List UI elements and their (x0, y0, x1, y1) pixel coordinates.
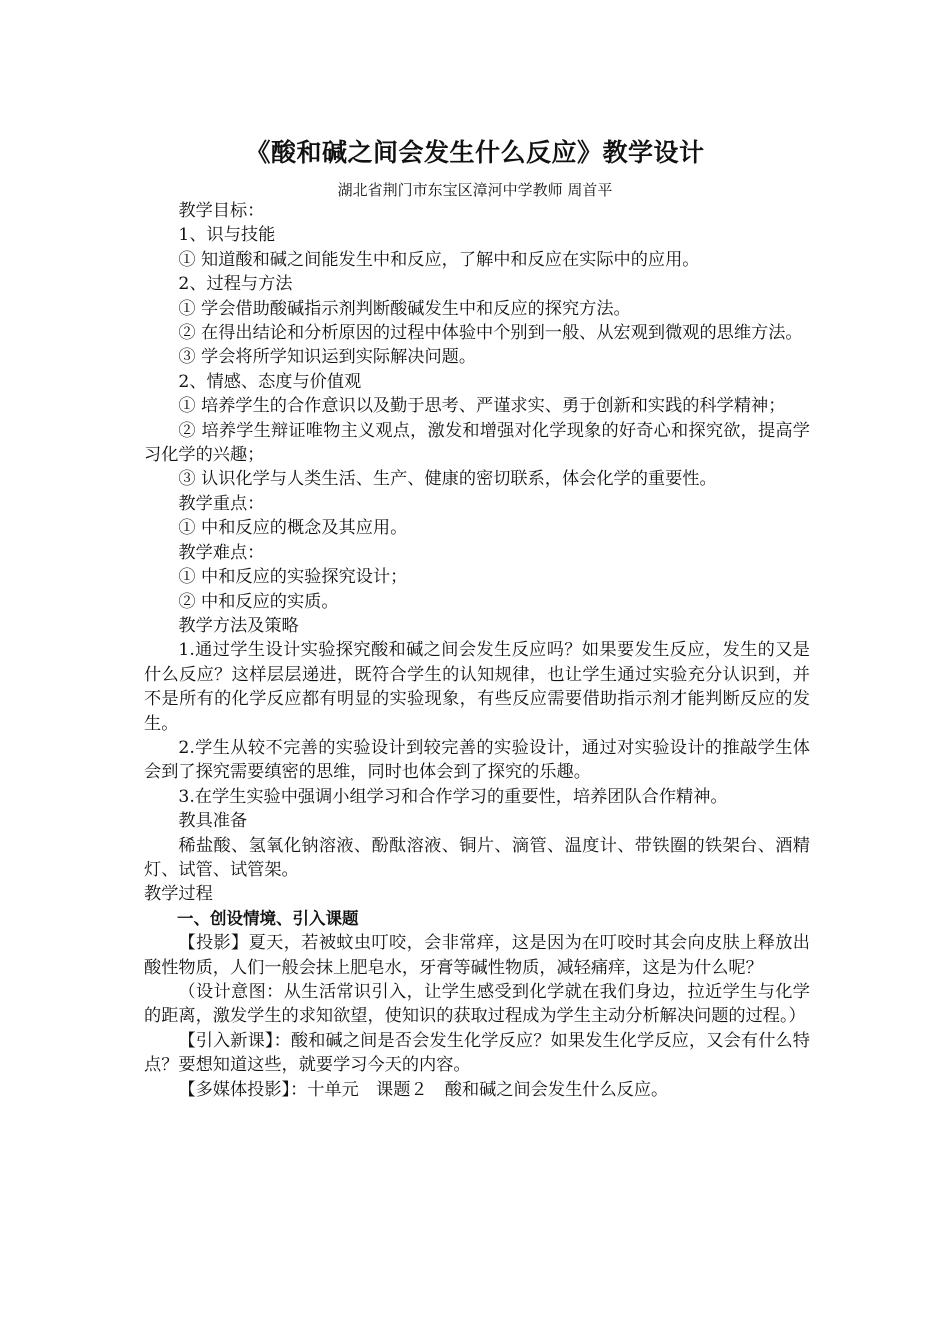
paragraph: ② 在得出结论和分析原因的过程中体验中个别到一般、从宏观到微观的思维方法。 (178, 323, 803, 344)
paragraph: 【多媒体投影】：十单元 课题２ 酸和碱之间会发生什么反应。 (178, 1079, 669, 1100)
paragraph: 教学方法及策略 (178, 615, 299, 636)
paragraph: 稀盐酸、氢氧化钠溶液、酚酞溶液、铜片、滴管、温度计、带铁圈的铁架台、酒精灯、试管、试管架。 (144, 835, 810, 880)
paragraph: 2、情感、态度与价值观 (178, 371, 362, 392)
paragraph: ① 中和反应的概念及其应用。 (178, 518, 408, 539)
paragraph: 1.通过学生设计实验探究酸和碱之间会发生反应吗？如果要发生反应，发生的又是什么反应？这样层层递进，既符合学生的认知规律，也让学生通过实验充分认识到，并不是所有的化学反应都有明显的实验现象，有些反应需要借助指示剂才能判断反应的发生。 (144, 640, 810, 734)
paragraph: 教学目标： (178, 201, 265, 221)
paragraph: ① 中和反应的实验探究设计； (178, 567, 408, 588)
paragraph: 【引入新课】：酸和碱之间是否会发生化学反应？如果发生化学反应，又会有什么特点？要想知道这些，就要学习今天的内容。 (144, 1030, 810, 1076)
paragraph: ③ 认识化学与人类生活、生产、健康的密切联系，体会化学的重要性。 (178, 469, 717, 490)
section-subheading: 一、创设情境、引入课题 (177, 908, 359, 928)
paragraph: ① 知道酸和碱之间能发生中和反应，了解中和反应在实际中的应用。 (178, 249, 700, 270)
paragraph: ① 培养学生的合作意识以及勤于思考、严谨求实、勇于创新和实践的科学精神； (178, 396, 786, 417)
paragraph: 1、识与技能 (178, 225, 276, 246)
document-title: 《酸和碱之间会发生什么反应》教学设计 (245, 138, 705, 167)
paragraph: ① 学会借助酸碱指示剂判断酸碱发生中和反应的探究方法。 (178, 298, 631, 319)
paragraph: ② 培养学生辩证唯物主义观点，激发和增强对化学现象的好奇心和探究欲，提高学习化学的兴趣； (144, 420, 810, 466)
author-line: 湖北省荆门市东宝区漳河中学教师 周首平 (337, 181, 613, 199)
paragraph: （设计意图：从生活常识引入，让学生感受到化学就在我们身边，拉近学生与化学的距离，激发学生的求知欲望，使知识的获取过程成为学生主动分析解决问题的过程。） (144, 982, 810, 1027)
paragraph: 【投影】夏天，若被蚊虫叮咬，会非常痒，这是因为在叮咬时其会向皮肤上释放出酸性物质，人们一般会抹上肥皂水，牙膏等碱性物质，减轻痛痒，这是为什么呢？ (144, 933, 810, 978)
paragraph: 教具准备 (178, 811, 248, 832)
paragraph: 2、过程与方法 (178, 274, 293, 295)
paragraph: 教学难点： (178, 542, 265, 563)
paragraph: ② 中和反应的实质。 (178, 591, 339, 612)
paragraph: 3.在学生实验中强调小组学习和合作学习的重要性，培养团队合作精神。 (178, 786, 728, 807)
paragraph: 教学重点： (178, 493, 265, 514)
document-body (144, 199, 810, 1102)
paragraph: ③ 学会将所学知识运到实际解决问题。 (178, 347, 477, 368)
section-heading: 教学过程 (144, 884, 213, 905)
paragraph: 2.学生从较不完善的实验设计到较完善的实验设计，通过对实验设计的推敲学生体会到了探究需要缜密的思维，同时也体会到了探究的乐趣。 (144, 737, 810, 783)
